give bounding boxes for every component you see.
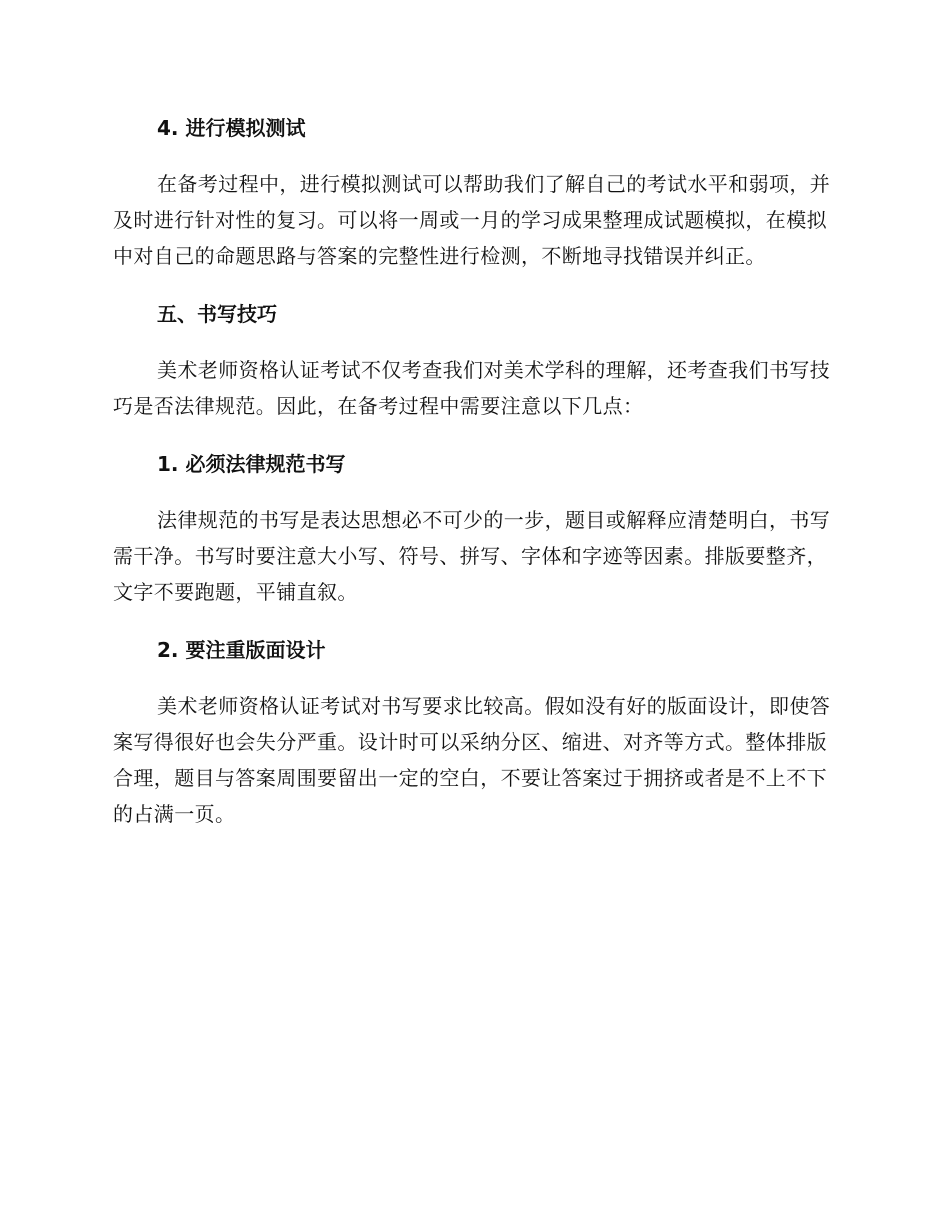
paragraph-standard-writing: 法律规范的书写是表达思想必不可少的一步，题目或解释应清楚明白，书写需干净。书写时要注意大小写、符号、拼写、字体和字迹等因素。排版要整齐，文字不要跑题，平铺直叙。 [113,508,831,604]
section-heading-writing-skills: 五、书写技巧 [157,302,277,326]
section-heading-mock-test: 4. 进行模拟测试 [157,116,306,140]
paragraph-mock-test: 在备考过程中，进行模拟测试可以帮助我们了解自己的考试水平和弱项，并及时进行针对性的复习。可以将一周或一月的学习成果整理成试题模拟，在模拟中对自己的命题思路与答案的完整性进行检测，不断地寻找错误并纠正。 [113,172,831,268]
paragraph-layout-design: 美术老师资格认证考试对书写要求比较高。假如没有好的版面设计，即使答案写得很好也会失分严重。设计时可以采纳分区、缩进、对齐等方式。整体排版合理，题目与答案周围要留出一定的空白，不要让答案过于拥挤或者是不上不下的占满一页。 [113,694,831,826]
paragraph-writing-skills-intro: 美术老师资格认证考试不仅考查我们对美术学科的理解，还考查我们书写技巧是否法律规范。因此，在备考过程中需要注意以下几点： [113,358,831,418]
document-page [113,110,833,854]
section-heading-layout-design: 2. 要注重版面设计 [157,638,326,662]
section-heading-standard-writing: 1. 必须法律规范书写 [157,452,346,476]
